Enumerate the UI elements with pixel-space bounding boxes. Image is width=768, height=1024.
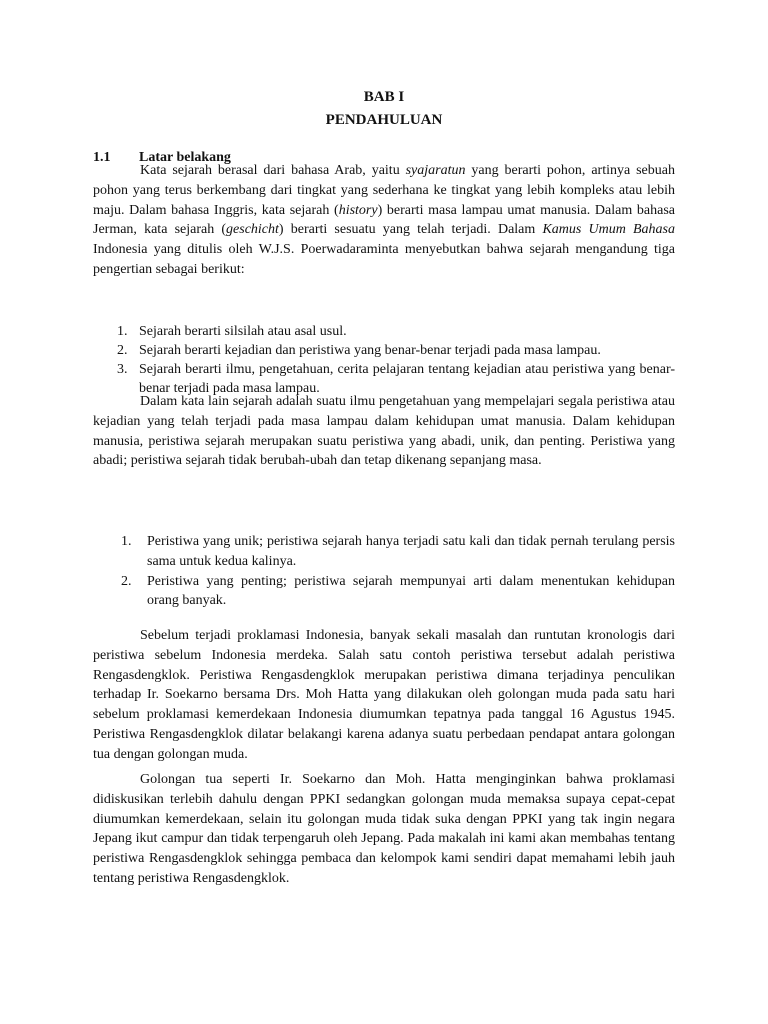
list-text: Peristiwa yang unik; peristiwa sejarah hanya terjadi satu kali dan tidak pernah terulang persis sama untuk kedua kalinya. bbox=[147, 534, 675, 569]
list-text: Sejarah berarti silsilah atau asal usul. bbox=[139, 324, 347, 339]
chapter-title: PENDAHULUAN bbox=[325, 112, 443, 128]
para1-text-5: Indonesia yang ditulis oleh W.J.S. Poerwadaraminta menyebutkan bahwa sejarah mengandung tiga pengertian sebagai berikut: bbox=[93, 242, 675, 277]
list-text: Sejarah berarti kejadian dan peristiwa yang benar-benar terjadi pada masa lampau. bbox=[139, 343, 601, 358]
para1-text-3: ) berarti masa lampau umat manusia. Dalam bahasa Jerman, kata sejarah ( bbox=[93, 202, 675, 238]
section-number: 1.1 bbox=[93, 150, 111, 165]
list-item bbox=[121, 532, 675, 572]
list-number: 1. bbox=[117, 324, 128, 339]
para1-text-2: yang berarti pohon, artinya sebuah pohon yang terus berkembang dari tingkat yang sederhana ke tingkat yang lebih kompleks atau lebih maju. Dalam bahasa Inggris, kata sejarah ( bbox=[93, 163, 675, 218]
list-item bbox=[117, 341, 675, 360]
para1-italic-4: Kamus Umum Bahasa bbox=[542, 222, 675, 238]
event-characteristics-list bbox=[121, 532, 675, 611]
para1-text-4: ) berarti sesuatu yang telah terjadi. Dalam bbox=[278, 222, 543, 238]
list-number: 2. bbox=[117, 343, 128, 358]
para1-text-1: Kata sejarah berasal dari bahasa Arab, yaitu bbox=[140, 163, 406, 178]
section-title: Latar belakang bbox=[139, 150, 231, 165]
list-text: Peristiwa yang penting; peristiwa sejarah mempunyai arti dalam menentukan kehidupan orang banyak. bbox=[147, 573, 675, 609]
list-item bbox=[121, 572, 675, 612]
list-item bbox=[117, 322, 675, 341]
definition-list bbox=[117, 322, 675, 398]
paragraph-2: Dalam kata lain sejarah adalah suatu ilmu pengetahuan yang mempelajari segala peristiwa atau kejadian yang telah terjadi pada masa lampau dalam kehidupan umat manusia. Dalam kehidupan manusia, peristiwa sejarah merupakan suatu peristiwa yang abadi, unik, dan penting. Peristiwa yang abadi; peristiwa sejarah tidak berubah-ubah dan tetap dikenang sepanjang masa. bbox=[93, 394, 675, 469]
list-number: 2. bbox=[121, 573, 132, 589]
paragraph-4: Golongan tua seperti Ir. Soekarno dan Moh. Hatta menginginkan bahwa proklamasi didiskusikan terlebih dahulu dengan PPKI sedangkan golongan muda memaksa supaya cepat-cepat diumumkan kemerdekaan, selain itu golongan muda tidak suka dengan PPKI yang tak ingin negara Jepang ikut campur dan tidak terpengaruh oleh Jepang. Pada makalah ini kami akan membahas tentang peristiwa Rengasdengklok sehingga pembaca dan kelompok kami sendiri dapat memahami lebih jauh tentang peristiwa Rengasdengklok. bbox=[93, 772, 675, 886]
paragraph-1 bbox=[93, 161, 675, 280]
paragraph-3: Sebelum terjadi proklamasi Indonesia, banyak sekali masalah dan runtutan kronologis dari peristiwa sebelum Indonesia merdeka. Salah satu contoh peristiwa tersebut adalah peristiwa Rengasdengklok. Peristiwa Rengasdengklok merupakan peristiwa dimana terjadinya penculikan terhadap Ir. Soekarno bersama Drs. Moh Hatta yang dilakukan oleh golongan muda pada satu hari sebelum proklamasi kemerdekaan Indonesia diumumkan tepatnya pada tanggal 16 Agustus 1945. Peristiwa Rengasdengklok dilatar belakangi karena adanya suatu perbedaan pendapat antara golongan tua dengan golongan muda. bbox=[93, 628, 675, 762]
list-number: 1. bbox=[121, 534, 132, 549]
para1-italic-2: history bbox=[338, 202, 378, 218]
list-number: 3. bbox=[117, 362, 128, 377]
para1-italic-1: syajaratun bbox=[405, 163, 466, 178]
chapter-heading: BAB I bbox=[363, 89, 405, 105]
list-text: Sejarah berarti ilmu, pengetahuan, cerita pelajaran tentang kejadian atau peristiwa yang benar-benar terjadi pada masa lampau. bbox=[139, 362, 675, 396]
para1-italic-3: geschicht bbox=[226, 222, 279, 238]
